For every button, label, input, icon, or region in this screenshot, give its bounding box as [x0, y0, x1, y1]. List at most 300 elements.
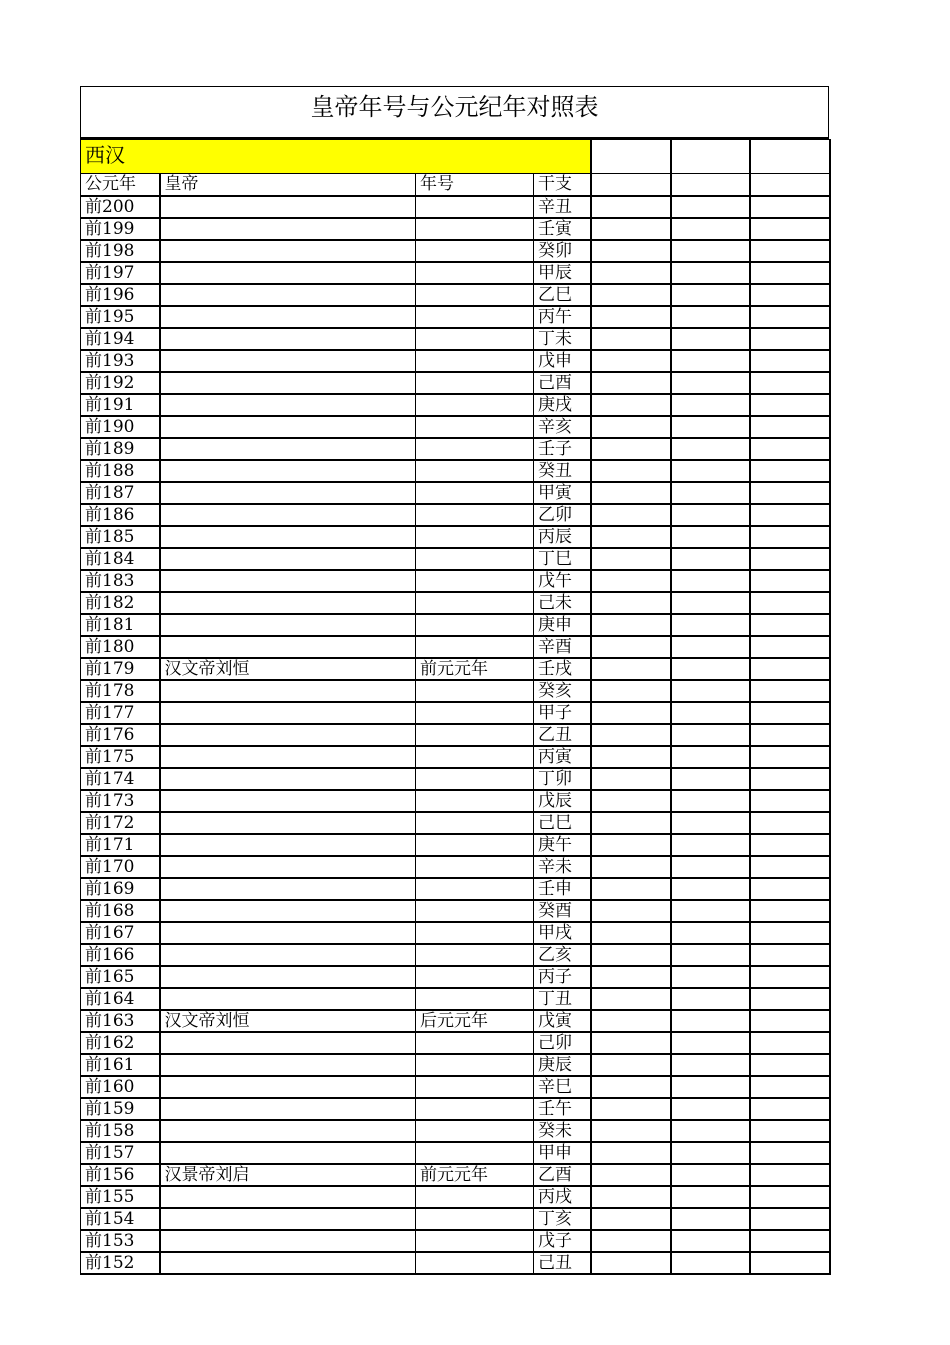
empty-cell[interactable]	[750, 702, 830, 724]
cell-year[interactable]: 前166	[81, 944, 160, 966]
cell-year[interactable]: 前183	[81, 570, 160, 592]
empty-cell[interactable]	[671, 746, 750, 768]
cell-emperor[interactable]	[160, 196, 416, 218]
cell-year[interactable]: 前160	[81, 1076, 160, 1098]
empty-cell[interactable]	[750, 526, 830, 548]
cell-era[interactable]: 前元元年	[416, 1164, 534, 1186]
cell-emperor[interactable]	[160, 1142, 416, 1164]
empty-cell[interactable]	[671, 900, 750, 922]
cell-era[interactable]	[416, 812, 534, 834]
empty-cell[interactable]	[750, 262, 830, 284]
cell-ganzhi[interactable]: 戊子	[534, 1230, 591, 1252]
empty-cell[interactable]	[750, 218, 830, 240]
empty-cell[interactable]	[591, 328, 671, 350]
cell-year[interactable]: 前167	[81, 922, 160, 944]
empty-cell[interactable]	[750, 944, 830, 966]
empty-cell[interactable]	[671, 966, 750, 988]
cell-ganzhi[interactable]: 壬子	[534, 438, 591, 460]
empty-cell[interactable]	[750, 1120, 830, 1142]
cell-era[interactable]	[416, 328, 534, 350]
cell-ganzhi[interactable]: 丙辰	[534, 526, 591, 548]
cell-era[interactable]: 前元元年	[416, 658, 534, 680]
empty-cell[interactable]	[671, 482, 750, 504]
cell-emperor[interactable]: 汉景帝刘启	[160, 1164, 416, 1186]
cell-emperor[interactable]	[160, 812, 416, 834]
cell-emperor[interactable]	[160, 966, 416, 988]
cell-emperor[interactable]	[160, 504, 416, 526]
empty-cell[interactable]	[750, 614, 830, 636]
cell-ganzhi[interactable]: 癸丑	[534, 460, 591, 482]
cell-emperor[interactable]	[160, 834, 416, 856]
cell-emperor[interactable]	[160, 570, 416, 592]
empty-cell[interactable]	[750, 350, 830, 372]
cell-era[interactable]	[416, 350, 534, 372]
empty-cell[interactable]	[591, 1076, 671, 1098]
cell-era[interactable]	[416, 306, 534, 328]
empty-cell[interactable]	[750, 790, 830, 812]
cell-emperor[interactable]: 汉文帝刘恒	[160, 658, 416, 680]
empty-cell[interactable]	[750, 1142, 830, 1164]
empty-cell[interactable]	[750, 1208, 830, 1230]
cell-emperor[interactable]	[160, 768, 416, 790]
cell-year[interactable]: 前172	[81, 812, 160, 834]
empty-cell[interactable]	[591, 1120, 671, 1142]
cell-year[interactable]: 前170	[81, 856, 160, 878]
empty-cell[interactable]	[591, 944, 671, 966]
empty-cell[interactable]	[750, 1098, 830, 1120]
cell-era[interactable]	[416, 966, 534, 988]
cell-year[interactable]: 前163	[81, 1010, 160, 1032]
header-year[interactable]: 公元年	[81, 174, 160, 196]
cell-year[interactable]: 前156	[81, 1164, 160, 1186]
cell-year[interactable]: 前182	[81, 592, 160, 614]
cell-year[interactable]: 前181	[81, 614, 160, 636]
empty-cell[interactable]	[671, 328, 750, 350]
empty-cell[interactable]	[671, 1010, 750, 1032]
empty-cell[interactable]	[591, 416, 671, 438]
cell-ganzhi[interactable]: 丙戌	[534, 1186, 591, 1208]
dynasty-cell[interactable]: 西汉	[81, 140, 591, 174]
empty-cell[interactable]	[671, 768, 750, 790]
cell-year[interactable]: 前154	[81, 1208, 160, 1230]
header-era[interactable]: 年号	[416, 174, 534, 196]
cell-era[interactable]	[416, 592, 534, 614]
cell-emperor[interactable]	[160, 350, 416, 372]
cell-ganzhi[interactable]: 戊申	[534, 350, 591, 372]
empty-cell[interactable]	[591, 922, 671, 944]
empty-cell[interactable]	[671, 548, 750, 570]
empty-cell[interactable]	[750, 636, 830, 658]
cell-era[interactable]	[416, 1142, 534, 1164]
empty-cell[interactable]	[671, 416, 750, 438]
empty-cell[interactable]	[671, 1142, 750, 1164]
empty-cell[interactable]	[750, 438, 830, 460]
cell-era[interactable]	[416, 702, 534, 724]
empty-cell[interactable]	[591, 284, 671, 306]
empty-cell[interactable]	[591, 812, 671, 834]
empty-cell[interactable]	[671, 1098, 750, 1120]
empty-cell[interactable]	[591, 1098, 671, 1120]
empty-cell[interactable]	[750, 140, 830, 174]
cell-era[interactable]	[416, 1208, 534, 1230]
cell-ganzhi[interactable]: 己酉	[534, 372, 591, 394]
empty-cell[interactable]	[591, 1164, 671, 1186]
empty-cell[interactable]	[750, 174, 830, 196]
empty-cell[interactable]	[750, 482, 830, 504]
empty-cell[interactable]	[671, 878, 750, 900]
empty-cell[interactable]	[591, 592, 671, 614]
empty-cell[interactable]	[591, 372, 671, 394]
cell-ganzhi[interactable]: 辛亥	[534, 416, 591, 438]
empty-cell[interactable]	[750, 1054, 830, 1076]
cell-ganzhi[interactable]: 己未	[534, 592, 591, 614]
cell-emperor[interactable]	[160, 1054, 416, 1076]
cell-era[interactable]	[416, 438, 534, 460]
cell-emperor[interactable]	[160, 900, 416, 922]
cell-emperor[interactable]	[160, 460, 416, 482]
empty-cell[interactable]	[671, 790, 750, 812]
empty-cell[interactable]	[750, 812, 830, 834]
cell-ganzhi[interactable]: 庚申	[534, 614, 591, 636]
cell-ganzhi[interactable]: 辛酉	[534, 636, 591, 658]
cell-era[interactable]	[416, 614, 534, 636]
cell-era[interactable]	[416, 1098, 534, 1120]
empty-cell[interactable]	[591, 614, 671, 636]
cell-era[interactable]	[416, 284, 534, 306]
cell-ganzhi[interactable]: 乙巳	[534, 284, 591, 306]
cell-era[interactable]: 后元元年	[416, 1010, 534, 1032]
cell-emperor[interactable]	[160, 416, 416, 438]
cell-emperor[interactable]	[160, 262, 416, 284]
cell-era[interactable]	[416, 570, 534, 592]
empty-cell[interactable]	[671, 944, 750, 966]
empty-cell[interactable]	[591, 394, 671, 416]
cell-emperor[interactable]	[160, 856, 416, 878]
empty-cell[interactable]	[750, 900, 830, 922]
empty-cell[interactable]	[591, 856, 671, 878]
cell-year[interactable]: 前189	[81, 438, 160, 460]
cell-year[interactable]: 前188	[81, 460, 160, 482]
empty-cell[interactable]	[671, 658, 750, 680]
cell-era[interactable]	[416, 240, 534, 262]
cell-year[interactable]: 前175	[81, 746, 160, 768]
cell-emperor[interactable]	[160, 878, 416, 900]
empty-cell[interactable]	[591, 1010, 671, 1032]
cell-emperor[interactable]	[160, 944, 416, 966]
empty-cell[interactable]	[591, 262, 671, 284]
empty-cell[interactable]	[591, 834, 671, 856]
cell-era[interactable]	[416, 1252, 534, 1274]
cell-ganzhi[interactable]: 己卯	[534, 1032, 591, 1054]
cell-ganzhi[interactable]: 癸卯	[534, 240, 591, 262]
cell-ganzhi[interactable]: 丁巳	[534, 548, 591, 570]
empty-cell[interactable]	[671, 306, 750, 328]
empty-cell[interactable]	[750, 548, 830, 570]
empty-cell[interactable]	[750, 306, 830, 328]
empty-cell[interactable]	[750, 416, 830, 438]
empty-cell[interactable]	[591, 526, 671, 548]
empty-cell[interactable]	[750, 240, 830, 262]
empty-cell[interactable]	[750, 724, 830, 746]
cell-emperor[interactable]	[160, 702, 416, 724]
empty-cell[interactable]	[591, 140, 671, 174]
cell-emperor[interactable]	[160, 680, 416, 702]
cell-era[interactable]	[416, 394, 534, 416]
cell-ganzhi[interactable]: 壬申	[534, 878, 591, 900]
empty-cell[interactable]	[671, 526, 750, 548]
empty-cell[interactable]	[591, 306, 671, 328]
cell-year[interactable]: 前198	[81, 240, 160, 262]
cell-ganzhi[interactable]: 癸未	[534, 1120, 591, 1142]
cell-era[interactable]	[416, 1230, 534, 1252]
empty-cell[interactable]	[591, 504, 671, 526]
cell-emperor[interactable]: 汉文帝刘恒	[160, 1010, 416, 1032]
cell-era[interactable]	[416, 1076, 534, 1098]
cell-era[interactable]	[416, 526, 534, 548]
empty-cell[interactable]	[750, 922, 830, 944]
empty-cell[interactable]	[671, 460, 750, 482]
cell-year[interactable]: 前155	[81, 1186, 160, 1208]
empty-cell[interactable]	[750, 284, 830, 306]
cell-era[interactable]	[416, 790, 534, 812]
cell-emperor[interactable]	[160, 746, 416, 768]
empty-cell[interactable]	[671, 140, 750, 174]
empty-cell[interactable]	[591, 1054, 671, 1076]
empty-cell[interactable]	[671, 1230, 750, 1252]
empty-cell[interactable]	[750, 328, 830, 350]
empty-cell[interactable]	[671, 504, 750, 526]
cell-era[interactable]	[416, 746, 534, 768]
empty-cell[interactable]	[591, 680, 671, 702]
cell-ganzhi[interactable]: 癸酉	[534, 900, 591, 922]
cell-emperor[interactable]	[160, 790, 416, 812]
empty-cell[interactable]	[591, 1032, 671, 1054]
cell-era[interactable]	[416, 416, 534, 438]
cell-ganzhi[interactable]: 戊辰	[534, 790, 591, 812]
empty-cell[interactable]	[671, 988, 750, 1010]
empty-cell[interactable]	[591, 1142, 671, 1164]
empty-cell[interactable]	[671, 284, 750, 306]
empty-cell[interactable]	[750, 988, 830, 1010]
cell-era[interactable]	[416, 724, 534, 746]
cell-ganzhi[interactable]: 己巳	[534, 812, 591, 834]
empty-cell[interactable]	[591, 548, 671, 570]
cell-ganzhi[interactable]: 辛丑	[534, 196, 591, 218]
empty-cell[interactable]	[671, 680, 750, 702]
empty-cell[interactable]	[671, 1164, 750, 1186]
empty-cell[interactable]	[671, 922, 750, 944]
empty-cell[interactable]	[750, 856, 830, 878]
empty-cell[interactable]	[591, 1230, 671, 1252]
empty-cell[interactable]	[750, 1186, 830, 1208]
cell-ganzhi[interactable]: 丁丑	[534, 988, 591, 1010]
cell-ganzhi[interactable]: 壬戌	[534, 658, 591, 680]
empty-cell[interactable]	[671, 1208, 750, 1230]
cell-emperor[interactable]	[160, 306, 416, 328]
empty-cell[interactable]	[591, 482, 671, 504]
cell-ganzhi[interactable]: 丁卯	[534, 768, 591, 790]
cell-ganzhi[interactable]: 乙亥	[534, 944, 591, 966]
empty-cell[interactable]	[591, 636, 671, 658]
cell-era[interactable]	[416, 680, 534, 702]
empty-cell[interactable]	[591, 1252, 671, 1274]
empty-cell[interactable]	[591, 966, 671, 988]
cell-emperor[interactable]	[160, 1076, 416, 1098]
cell-ganzhi[interactable]: 丙子	[534, 966, 591, 988]
cell-year[interactable]: 前152	[81, 1252, 160, 1274]
cell-emperor[interactable]	[160, 1208, 416, 1230]
cell-era[interactable]	[416, 460, 534, 482]
cell-emperor[interactable]	[160, 1120, 416, 1142]
empty-cell[interactable]	[591, 438, 671, 460]
cell-year[interactable]: 前191	[81, 394, 160, 416]
cell-ganzhi[interactable]: 乙酉	[534, 1164, 591, 1186]
cell-emperor[interactable]	[160, 988, 416, 1010]
empty-cell[interactable]	[591, 658, 671, 680]
empty-cell[interactable]	[750, 372, 830, 394]
cell-year[interactable]: 前193	[81, 350, 160, 372]
cell-year[interactable]: 前171	[81, 834, 160, 856]
cell-year[interactable]: 前164	[81, 988, 160, 1010]
cell-ganzhi[interactable]: 甲寅	[534, 482, 591, 504]
empty-cell[interactable]	[591, 790, 671, 812]
cell-ganzhi[interactable]: 庚午	[534, 834, 591, 856]
empty-cell[interactable]	[591, 768, 671, 790]
empty-cell[interactable]	[671, 570, 750, 592]
empty-cell[interactable]	[671, 240, 750, 262]
cell-emperor[interactable]	[160, 394, 416, 416]
cell-era[interactable]	[416, 636, 534, 658]
cell-year[interactable]: 前196	[81, 284, 160, 306]
cell-emperor[interactable]	[160, 548, 416, 570]
empty-cell[interactable]	[671, 350, 750, 372]
empty-cell[interactable]	[591, 460, 671, 482]
empty-cell[interactable]	[750, 504, 830, 526]
cell-era[interactable]	[416, 1120, 534, 1142]
cell-emperor[interactable]	[160, 1098, 416, 1120]
empty-cell[interactable]	[750, 1076, 830, 1098]
cell-ganzhi[interactable]: 丙午	[534, 306, 591, 328]
cell-emperor[interactable]	[160, 922, 416, 944]
empty-cell[interactable]	[671, 1120, 750, 1142]
cell-emperor[interactable]	[160, 438, 416, 460]
cell-era[interactable]	[416, 372, 534, 394]
cell-era[interactable]	[416, 834, 534, 856]
cell-year[interactable]: 前195	[81, 306, 160, 328]
cell-year[interactable]: 前162	[81, 1032, 160, 1054]
cell-year[interactable]: 前180	[81, 636, 160, 658]
empty-cell[interactable]	[671, 1186, 750, 1208]
empty-cell[interactable]	[671, 636, 750, 658]
empty-cell[interactable]	[750, 680, 830, 702]
empty-cell[interactable]	[750, 460, 830, 482]
empty-cell[interactable]	[591, 174, 671, 196]
cell-era[interactable]	[416, 1054, 534, 1076]
cell-year[interactable]: 前199	[81, 218, 160, 240]
empty-cell[interactable]	[671, 614, 750, 636]
cell-era[interactable]	[416, 196, 534, 218]
empty-cell[interactable]	[591, 196, 671, 218]
cell-year[interactable]: 前157	[81, 1142, 160, 1164]
empty-cell[interactable]	[591, 988, 671, 1010]
cell-emperor[interactable]	[160, 240, 416, 262]
cell-ganzhi[interactable]: 乙丑	[534, 724, 591, 746]
cell-ganzhi[interactable]: 甲戌	[534, 922, 591, 944]
cell-year[interactable]: 前200	[81, 196, 160, 218]
cell-year[interactable]: 前194	[81, 328, 160, 350]
empty-cell[interactable]	[671, 724, 750, 746]
empty-cell[interactable]	[750, 746, 830, 768]
cell-ganzhi[interactable]: 己丑	[534, 1252, 591, 1274]
empty-cell[interactable]	[750, 394, 830, 416]
empty-cell[interactable]	[591, 218, 671, 240]
cell-year[interactable]: 前165	[81, 966, 160, 988]
cell-year[interactable]: 前197	[81, 262, 160, 284]
empty-cell[interactable]	[671, 174, 750, 196]
empty-cell[interactable]	[591, 570, 671, 592]
cell-emperor[interactable]	[160, 218, 416, 240]
cell-year[interactable]: 前158	[81, 1120, 160, 1142]
cell-ganzhi[interactable]: 甲子	[534, 702, 591, 724]
cell-emperor[interactable]	[160, 614, 416, 636]
cell-emperor[interactable]	[160, 482, 416, 504]
empty-cell[interactable]	[750, 592, 830, 614]
cell-year[interactable]: 前178	[81, 680, 160, 702]
empty-cell[interactable]	[750, 878, 830, 900]
cell-year[interactable]: 前186	[81, 504, 160, 526]
cell-ganzhi[interactable]: 辛巳	[534, 1076, 591, 1098]
empty-cell[interactable]	[750, 966, 830, 988]
cell-year[interactable]: 前187	[81, 482, 160, 504]
cell-emperor[interactable]	[160, 1032, 416, 1054]
empty-cell[interactable]	[591, 240, 671, 262]
cell-ganzhi[interactable]: 庚辰	[534, 1054, 591, 1076]
empty-cell[interactable]	[750, 1032, 830, 1054]
empty-cell[interactable]	[750, 1010, 830, 1032]
empty-cell[interactable]	[750, 1164, 830, 1186]
cell-ganzhi[interactable]: 丁未	[534, 328, 591, 350]
cell-emperor[interactable]	[160, 592, 416, 614]
cell-ganzhi[interactable]: 甲辰	[534, 262, 591, 284]
cell-year[interactable]: 前176	[81, 724, 160, 746]
cell-year[interactable]: 前173	[81, 790, 160, 812]
cell-year[interactable]: 前174	[81, 768, 160, 790]
empty-cell[interactable]	[671, 1076, 750, 1098]
header-ganzhi[interactable]: 干支	[534, 174, 591, 196]
empty-cell[interactable]	[671, 702, 750, 724]
empty-cell[interactable]	[671, 812, 750, 834]
cell-ganzhi[interactable]: 丙寅	[534, 746, 591, 768]
cell-era[interactable]	[416, 768, 534, 790]
cell-year[interactable]: 前179	[81, 658, 160, 680]
cell-ganzhi[interactable]: 庚戌	[534, 394, 591, 416]
empty-cell[interactable]	[591, 350, 671, 372]
cell-year[interactable]: 前177	[81, 702, 160, 724]
cell-ganzhi[interactable]: 壬午	[534, 1098, 591, 1120]
cell-ganzhi[interactable]: 丁亥	[534, 1208, 591, 1230]
empty-cell[interactable]	[750, 834, 830, 856]
cell-emperor[interactable]	[160, 372, 416, 394]
empty-cell[interactable]	[671, 218, 750, 240]
empty-cell[interactable]	[671, 438, 750, 460]
cell-emperor[interactable]	[160, 1230, 416, 1252]
empty-cell[interactable]	[591, 1208, 671, 1230]
header-emperor[interactable]: 皇帝	[160, 174, 416, 196]
empty-cell[interactable]	[671, 262, 750, 284]
empty-cell[interactable]	[591, 900, 671, 922]
cell-ganzhi[interactable]: 辛未	[534, 856, 591, 878]
cell-era[interactable]	[416, 262, 534, 284]
